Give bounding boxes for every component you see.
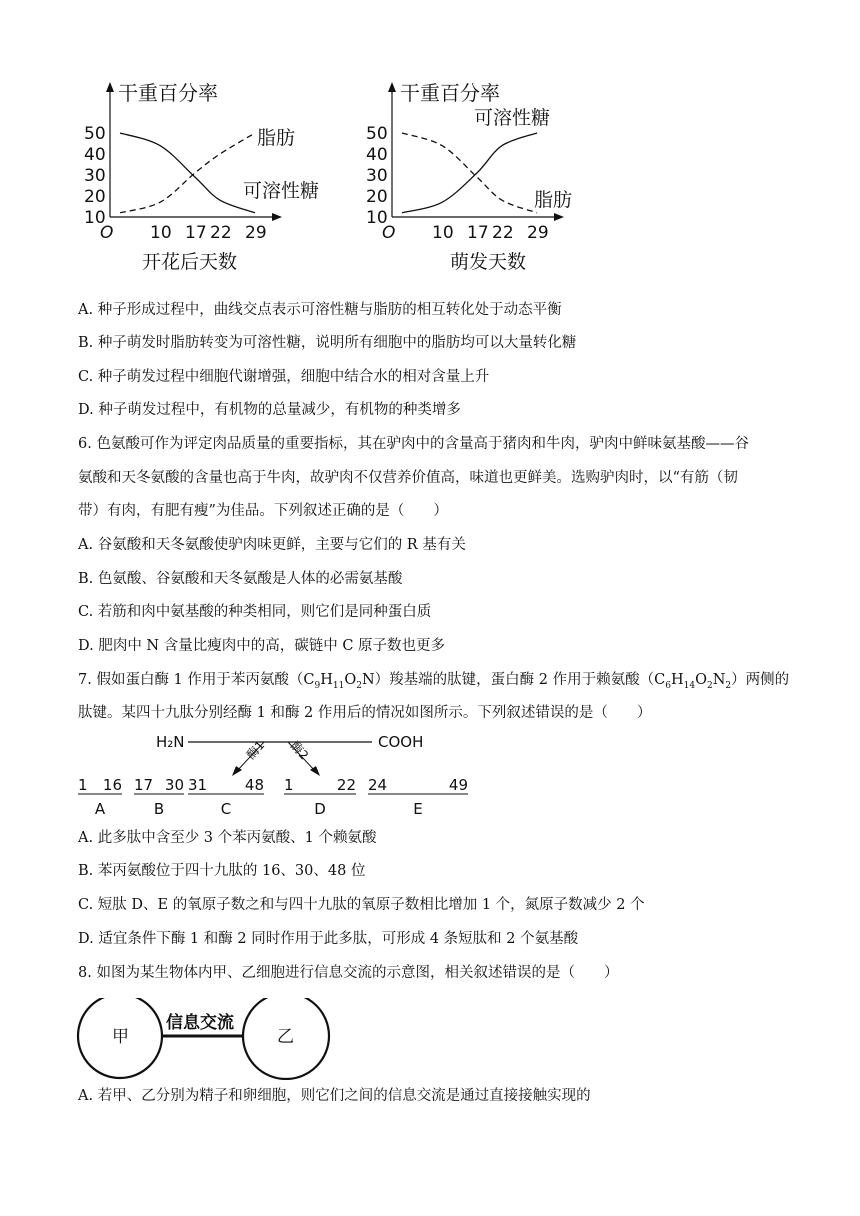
y-tick-label: 10: [366, 208, 388, 228]
segment-end: 48: [244, 776, 264, 794]
q6-option-c: C. 若筋和肉中氨基酸的种类相同，则它们是同种蛋白质: [78, 604, 432, 620]
y-tick-labels: [84, 124, 106, 228]
figure-polypeptide: [76, 730, 496, 822]
communication-label: 信息交流: [166, 1013, 234, 1033]
q6-option-b: B. 色氨酸、谷氨酸和天冬氨酸是人体的必需氨基酸: [78, 571, 403, 587]
x-tick-label: 17: [185, 223, 207, 243]
figure-cell-communication: [76, 998, 346, 1080]
q6-stem-line3: 带）有肉，有肥有瘦”为佳品。下列叙述正确的是（ ）: [78, 503, 448, 519]
q7-option-c: C. 短肽 D、E 的氧原子数之和与四十九肽的氧原子数相比增加 1 个，氮原子数减少 2 个: [78, 897, 645, 913]
segment-B: [134, 776, 184, 818]
q5-option-c: C. 种子萌发过程中细胞代谢增强，细胞中结合水的相对含量上升: [78, 369, 490, 385]
segment-start: 17: [134, 776, 154, 794]
y-tick-label: 10: [84, 208, 106, 228]
segment-label: A: [94, 800, 106, 818]
segment-D: [284, 776, 356, 818]
q7-option-b: B. 苯丙氨酸位于四十九肽的 16、30、48 位: [78, 863, 366, 879]
figure-seed-charts: [80, 78, 600, 278]
fat-label: 脂肪: [534, 189, 573, 211]
sugar-label: 可溶性糖: [243, 180, 320, 202]
q5-option-a: A. 种子形成过程中，曲线交点表示可溶性糖与脂肪的相互转化处于动态平衡: [78, 302, 562, 318]
amino-terminal-label: H₂N: [156, 733, 185, 751]
segment-label: C: [220, 800, 232, 818]
enzyme1-label: 酶1: [243, 738, 268, 763]
q5-option-d: D. 种子萌发过程中，有机物的总量减少，有机物的种类增多: [78, 402, 461, 418]
y-tick-label: 40: [366, 145, 388, 165]
segment-C: [188, 776, 264, 818]
segment-end: 49: [448, 776, 468, 794]
peptide-segments: [78, 776, 468, 818]
q7-option-d: D. 适宜条件下酶 1 和酶 2 同时作用于此多肽，可形成 4 条短肽和 2 个氨基酸: [78, 931, 579, 947]
q8-option-a: A. 若甲、乙分别为精子和卵细胞，则它们之间的信息交流是通过直接接触实现的: [78, 1088, 591, 1104]
x-tick-label: 10: [432, 223, 454, 243]
x-axis-label: 开花后天数: [142, 251, 238, 273]
q5-option-b: B. 种子萌发时脂肪转变为可溶性糖，说明所有细胞中的脂肪均可以大量转化糖: [78, 335, 577, 351]
q6-option-a: A. 谷氨酸和天冬氨酸使驴肉味更鲜，主要与它们的 R 基有关: [78, 537, 466, 553]
x-tick-labels: [150, 223, 267, 243]
segment-label: D: [314, 800, 326, 818]
y-tick-label: 40: [84, 145, 106, 165]
segment-end: 16: [102, 776, 122, 794]
q7-stem-line2: 肽键。某四十九肽分别经酶 1 和酶 2 作用后的情况如图所示。下列叙述错误的是（ ）: [78, 705, 652, 721]
y-tick-label: 20: [366, 187, 388, 207]
x-tick-label: 22: [492, 223, 514, 243]
segment-start: 1: [284, 776, 294, 794]
carboxyl-terminal-label: COOH: [378, 733, 424, 751]
fat-curve: [120, 133, 255, 213]
segment-label: E: [413, 800, 423, 818]
segment-A: [78, 776, 122, 818]
segment-end: 22: [336, 776, 356, 794]
segment-start: 31: [188, 776, 208, 794]
segment-E: [368, 776, 468, 818]
segment-end: 30: [164, 776, 184, 794]
sugar-curve: [402, 133, 537, 213]
origin-label: O: [100, 223, 114, 243]
y-tick-label: 30: [84, 166, 106, 186]
y-axis-label: 干重百分率: [400, 81, 500, 105]
chart-germination: [366, 81, 572, 273]
x-tick-label: 29: [527, 223, 549, 243]
enzyme2-label: 酶2: [287, 738, 312, 763]
fat-label: 脂肪: [257, 127, 296, 149]
x-tick-label: 29: [245, 223, 267, 243]
x-tick-label: 22: [210, 223, 232, 243]
cell-yi-label: 乙: [277, 1027, 294, 1047]
q6-stem-line2: 氨酸和天冬氨酸的含量也高于牛肉，故驴肉不仅营养价值高，味道也更鲜美。选购驴肉时，以“有筋（韧: [78, 470, 738, 486]
chart-flowering: [84, 81, 319, 273]
x-tick-labels: [432, 223, 549, 243]
x-tick-label: 17: [467, 223, 489, 243]
sugar-label: 可溶性糖: [474, 107, 551, 129]
y-tick-label: 50: [84, 124, 106, 144]
fat-curve: [402, 133, 537, 213]
segment-label: B: [153, 800, 165, 818]
origin-label: O: [382, 223, 396, 243]
q6-stem-line1: 6. 色氨酸可作为评定肉品质量的重要指标，其在驴肉中的含量高于猪肉和牛肉，驴肉中鲜味氨基酸——谷: [78, 436, 749, 452]
q7-stem-line1: 7. 假如蛋白酶 1 作用于苯丙氨酸$(C_9H_{11}O_2N)$羧基端的肽键，蛋白酶 2 作用于赖氨酸$(C_6H_{14}O_2N_2)$两侧的: [78, 672, 790, 691]
cell-jia-label: 甲: [112, 1027, 129, 1047]
y-axis-label: 干重百分率: [118, 81, 218, 105]
y-tick-label: 50: [366, 124, 388, 144]
y-tick-labels: [366, 124, 388, 228]
y-tick-label: 20: [84, 187, 106, 207]
y-tick-label: 30: [366, 166, 388, 186]
q7-option-a: A. 此多肽中含至少 3 个苯丙氨酸、1 个赖氨酸: [78, 830, 377, 846]
q6-option-d: D. 肥肉中 N 含量比瘦肉中的高，碳链中 C 原子数也更多: [78, 638, 446, 654]
x-tick-label: 10: [150, 223, 172, 243]
segment-start: 24: [368, 776, 388, 794]
q8-stem: 8. 如图为某生物体内甲、乙细胞进行信息交流的示意图，相关叙述错误的是（ ）: [78, 965, 619, 981]
segment-start: 1: [78, 776, 88, 794]
x-axis-label: 萌发天数: [450, 251, 527, 273]
